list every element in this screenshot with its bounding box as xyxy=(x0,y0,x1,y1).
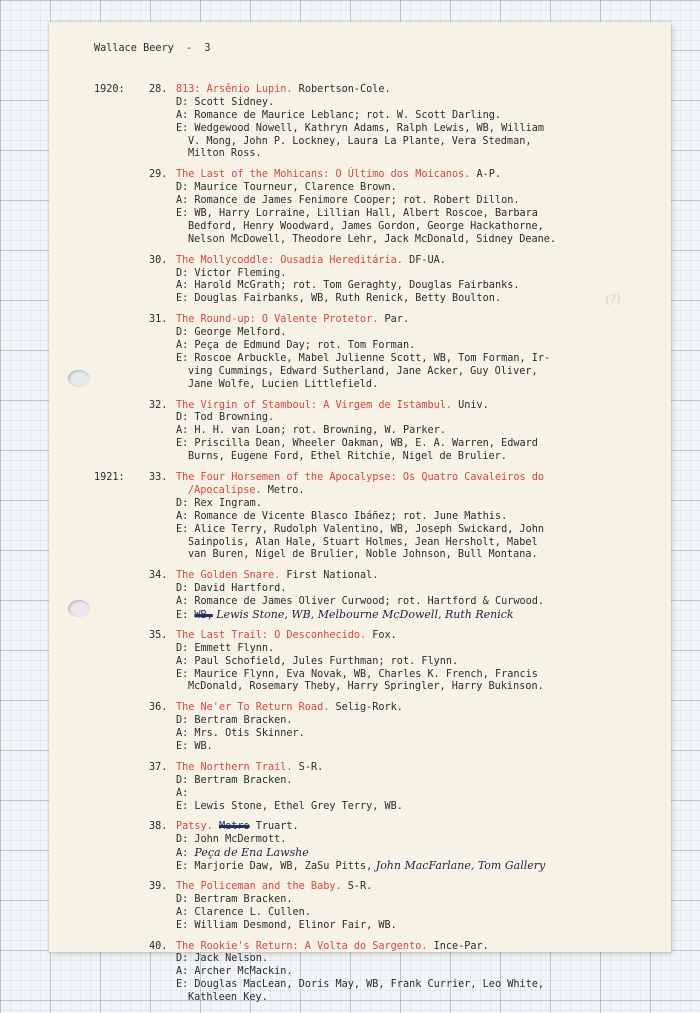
credit-line xyxy=(49,498,671,511)
credit-text: Douglas MacLean, Doris May, WB, Frank Currier, Leo White, xyxy=(194,979,545,991)
credit-line xyxy=(49,715,671,728)
credit-row xyxy=(176,195,519,208)
credit-continuation xyxy=(188,537,538,550)
credit-text: Sainpolis, Alan Hale, Stuart Holmes, Jean Hersholt, Mabel xyxy=(188,536,538,548)
credit-row xyxy=(176,208,538,221)
credit-text: Bedford, Henry Woodward, James Gordon, George Hackathorne, xyxy=(188,220,544,232)
credit-prefix: E: xyxy=(176,293,195,305)
film-entry xyxy=(49,941,671,1005)
credit-continuation xyxy=(188,136,531,149)
studio-label: Selig-Rork. xyxy=(329,702,403,714)
film-entry xyxy=(49,169,671,246)
credit-line xyxy=(49,110,671,123)
credit-row xyxy=(176,847,309,861)
handwritten-note: John MacFarlane, Tom Gallery xyxy=(372,859,546,873)
credit-line xyxy=(49,208,671,221)
credit-text: ving Cummings, Edward Sutherland, Jane Acker, Guy Oliver, xyxy=(188,365,538,377)
credit-line xyxy=(49,327,671,340)
credit-line xyxy=(49,451,671,464)
credit-prefix: A: xyxy=(176,848,195,860)
credit-line xyxy=(49,920,671,933)
credit-text: Douglas Fairbanks, WB, Ruth Renick, Betty Boulton. xyxy=(194,293,502,305)
entry-number: 34. xyxy=(149,570,168,582)
credit-text: Alice Terry, Rudolph Valentino, WB, Joseph Swickard, John xyxy=(194,523,545,535)
credit-line xyxy=(49,148,671,161)
credit-text: Marjorie Daw, WB, ZaSu Pitts, xyxy=(194,861,373,873)
credit-text: Maurice Tourneur, Clarence Brown. xyxy=(194,182,397,194)
entry-heading xyxy=(176,472,544,485)
credit-prefix: E: xyxy=(176,668,195,680)
film-entry xyxy=(49,570,671,622)
credit-line xyxy=(49,741,671,754)
credit-text: Mrs. Otis Skinner. xyxy=(194,728,305,740)
credit-line xyxy=(49,97,671,110)
credit-line xyxy=(49,681,671,694)
credit-line xyxy=(49,834,671,847)
entry-heading xyxy=(176,169,501,182)
credit-prefix: D: xyxy=(176,774,195,786)
credit-text: Paul Schofield, Jules Furthman; rot. Flynn. xyxy=(194,655,459,667)
credit-prefix: D: xyxy=(176,497,195,509)
entry-number: 35. xyxy=(149,629,168,641)
year-label: 1921: xyxy=(94,472,125,484)
credit-row xyxy=(176,110,501,123)
entry-number: 37. xyxy=(149,761,168,773)
credit-row xyxy=(176,524,544,537)
credit-line xyxy=(49,907,671,920)
handwritten-note: Peça de Ena Lawshe xyxy=(194,846,309,860)
credit-line xyxy=(49,234,671,247)
credit-row xyxy=(176,966,293,979)
entry-number: 32. xyxy=(149,399,168,411)
credit-prefix: A: xyxy=(176,787,195,799)
studio-label: Univ. xyxy=(452,399,489,411)
credit-prefix: A: xyxy=(176,728,195,740)
studio-label: First National. xyxy=(280,570,379,582)
studio-label: DF-UA. xyxy=(402,254,446,266)
credit-row xyxy=(176,979,544,992)
credit-line xyxy=(49,123,671,136)
credit-text: William Desmond, Elinor Fair, WB. xyxy=(194,919,397,931)
entry-number: 39. xyxy=(149,880,168,892)
credit-prefix: D: xyxy=(176,834,195,846)
credit-prefix: A: xyxy=(176,906,195,918)
credit-prefix: D: xyxy=(176,327,195,339)
credit-line xyxy=(49,788,671,801)
credit-line xyxy=(49,537,671,550)
credit-row xyxy=(176,268,286,281)
film-entry xyxy=(49,762,671,814)
credit-text: Romance de James Fenimore Cooper; rot. Robert Dillon. xyxy=(194,195,520,207)
credit-row xyxy=(176,583,286,596)
credit-text: Romance de Maurice Leblanc; rot. W. Scott Darling. xyxy=(194,109,502,121)
credit-line xyxy=(49,425,671,438)
credit-line xyxy=(49,412,671,425)
credit-line xyxy=(49,136,671,149)
credit-line xyxy=(49,524,671,537)
film-entry xyxy=(49,255,671,307)
credit-row xyxy=(176,353,550,366)
credit-text: Rex Ingram. xyxy=(194,497,262,509)
credit-prefix: A: xyxy=(176,280,195,292)
faint-margin-mark: (?) xyxy=(603,290,623,308)
struck-text: WB, xyxy=(194,609,213,621)
credit-text: Scott Sidney. xyxy=(194,96,275,108)
credit-prefix: E: xyxy=(176,919,195,931)
entry-heading xyxy=(176,255,446,268)
credit-prefix: D: xyxy=(176,715,195,727)
entry-title-line xyxy=(49,702,671,715)
credit-text: Wedgewood Nowell, Kathryn Adams, Ralph Lewis, WB, William xyxy=(194,122,545,134)
credit-line xyxy=(49,894,671,907)
credit-text: McDonald, Rosemary Theby, Harry Springler, Harry Bukinson. xyxy=(188,681,544,693)
credit-prefix: E: xyxy=(176,740,195,752)
credit-line xyxy=(49,860,671,873)
credit-row xyxy=(176,97,274,110)
film-entry xyxy=(49,702,671,754)
entry-number: 38. xyxy=(149,821,168,833)
credit-row xyxy=(176,123,544,136)
studio-label: Par. xyxy=(378,314,410,326)
credit-line xyxy=(49,728,671,741)
credit-prefix: E: xyxy=(176,861,195,873)
film-title: The Northern Trail. xyxy=(176,761,293,773)
credit-prefix: A: xyxy=(176,596,195,608)
entry-title-line xyxy=(49,881,671,894)
credit-line xyxy=(49,953,671,966)
entry-heading xyxy=(176,84,391,97)
film-title: The Golden Snare. xyxy=(176,570,281,582)
credit-line xyxy=(49,268,671,281)
credit-row xyxy=(176,182,397,195)
credit-prefix: D: xyxy=(176,642,195,654)
credit-text: Archer McMackin. xyxy=(194,966,293,978)
credit-text: Jane Wolfe, Lucien Littlefield. xyxy=(188,378,379,390)
studio-label: Metro. xyxy=(261,484,305,496)
credit-prefix: A: xyxy=(176,109,195,121)
studio-label: A-P. xyxy=(470,169,502,181)
credit-text: H. H. van Loan; rot. Browning, W. Parker. xyxy=(194,425,446,437)
credit-line xyxy=(49,511,671,524)
credit-prefix: D: xyxy=(176,182,195,194)
credit-prefix: E: xyxy=(176,800,195,812)
studio-label: Robertson-Cole. xyxy=(292,84,391,95)
credit-text: Milton Ross. xyxy=(188,148,262,160)
studio-label: Truart. xyxy=(249,821,299,833)
credit-line xyxy=(49,353,671,366)
film-title: The Last Trail: O Desconhecido. xyxy=(176,629,367,641)
entry-number: 28. xyxy=(149,84,168,95)
credit-text: WB. xyxy=(194,740,213,752)
credit-row xyxy=(176,438,538,451)
year-label: 1920: xyxy=(94,84,125,95)
film-entry xyxy=(49,881,671,933)
credit-line xyxy=(49,290,671,308)
entry-heading xyxy=(176,400,489,413)
credit-line xyxy=(49,801,671,814)
credit-continuation xyxy=(188,992,268,1005)
credit-prefix: E: xyxy=(176,438,195,450)
film-entry xyxy=(49,314,671,391)
entry-title-line xyxy=(49,821,671,834)
credit-continuation xyxy=(188,366,538,379)
credit-row xyxy=(176,609,514,623)
credit-continuation xyxy=(188,681,544,694)
credit-row xyxy=(176,498,262,511)
credit-text: Maurice Flynn, Eva Novak, WB, Charles K. French, Francis xyxy=(194,668,538,680)
credit-prefix: E: xyxy=(176,208,195,220)
credit-line xyxy=(49,366,671,379)
credit-prefix: D: xyxy=(176,267,195,279)
credit-row xyxy=(176,741,213,754)
film-title: The Mollycoddle: Ousadia Hereditária. xyxy=(176,254,403,266)
film-title: The Virgin of Stamboul: A Virgem de Istambul. xyxy=(176,399,453,411)
studio-label: Ince-Par. xyxy=(427,940,489,952)
entry-title-line xyxy=(49,84,671,97)
film-title: The Policeman and the Baby. xyxy=(176,880,342,892)
film-title: The Ne'er To Return Road. xyxy=(176,702,330,714)
entry-title-line xyxy=(49,630,671,643)
credit-text: Priscilla Dean, Wheeler Oakman, WB, E. A. Warren, Edward xyxy=(194,438,538,450)
film-entry xyxy=(49,84,671,161)
credit-text: Romance de James Oliver Curwood; rot. Hartford & Curwood. xyxy=(194,596,545,608)
credit-row xyxy=(176,860,545,874)
credit-prefix: A: xyxy=(176,340,195,352)
film-title: The Round-up: O Valente Protetor. xyxy=(176,314,379,326)
entry-heading xyxy=(176,881,372,894)
film-title: Patsy. xyxy=(176,821,213,833)
credit-row xyxy=(176,293,501,306)
credit-line xyxy=(49,992,671,1005)
credit-continuation xyxy=(188,485,305,498)
credit-text: Roscoe Arbuckle, Mabel Julienne Scott, WB, Tom Forman, Ir- xyxy=(194,352,551,364)
credit-continuation xyxy=(188,221,544,234)
credit-line xyxy=(49,195,671,208)
credit-prefix: A: xyxy=(176,425,195,437)
credit-line xyxy=(49,656,671,669)
credit-row xyxy=(176,920,397,933)
credit-text: Bertram Bracken. xyxy=(194,774,293,786)
entry-title-line xyxy=(49,169,671,182)
entry-number: 33. xyxy=(149,472,168,484)
entry-title-line xyxy=(49,570,671,583)
credit-prefix: A: xyxy=(176,195,195,207)
credit-line xyxy=(49,379,671,392)
credit-prefix: E: xyxy=(176,523,195,535)
credit-prefix: D: xyxy=(176,412,195,424)
entry-heading xyxy=(176,702,403,715)
credit-line xyxy=(49,221,671,234)
credit-row xyxy=(176,327,286,340)
credit-prefix: A: xyxy=(176,510,195,522)
credit-row xyxy=(176,907,311,920)
credit-text: George Melford. xyxy=(194,327,287,339)
credit-text: Peça de Edmund Day; rot. Tom Forman. xyxy=(194,340,416,352)
entry-title-line xyxy=(49,941,671,954)
handwritten-note: Lewis Stone, WB, Melbourne McDowell, Ruth Renick xyxy=(212,607,514,621)
document-page xyxy=(49,22,671,1004)
credit-row xyxy=(176,801,403,814)
credit-continuation xyxy=(188,549,538,562)
film-title: 813: Arsênio Lupin. xyxy=(176,84,293,95)
film-title: The Rookie's Return: A Volta do Sargento. xyxy=(176,940,428,952)
credit-prefix: D: xyxy=(176,953,195,965)
credit-row xyxy=(176,728,305,741)
credit-row xyxy=(176,788,194,801)
credit-row xyxy=(176,715,293,728)
entry-title-line xyxy=(49,255,671,268)
credit-continuation xyxy=(188,148,262,161)
credit-row xyxy=(176,953,268,966)
entry-title-line xyxy=(49,314,671,327)
credit-text: WB, Harry Lorraine, Lillian Hall, Albert Roscoe, Barbara xyxy=(194,208,538,220)
film-entry xyxy=(49,400,671,464)
credit-text: Harold McGrath; rot. Tom Geraghty, Douglas Fairbanks. xyxy=(194,280,520,292)
credit-line xyxy=(49,979,671,992)
entry-number: 36. xyxy=(149,702,168,714)
credit-line xyxy=(49,643,671,656)
credit-line xyxy=(49,549,671,562)
credit-text: Burns, Eugene Ford, Ethel Ritchie, Nigel de Brulier. xyxy=(188,451,507,463)
credit-text: John McDermott. xyxy=(194,834,287,846)
credit-line xyxy=(49,966,671,979)
entry-heading xyxy=(176,821,299,834)
credit-line xyxy=(49,340,671,353)
credit-continuation xyxy=(188,451,507,464)
credit-row xyxy=(176,340,415,353)
film-title: The Four Horsemen of the Apocalypse: Os Quatro Cavaleiros do xyxy=(176,472,545,484)
credit-prefix: A: xyxy=(176,966,195,978)
film-title: The Last of the Mohicans: O Último dos Moicanos. xyxy=(176,169,471,181)
credit-line xyxy=(49,280,671,293)
page-header: Wallace Beery - 3 xyxy=(94,43,211,54)
credit-prefix: D: xyxy=(176,583,195,595)
credit-row xyxy=(176,511,507,524)
film-entry xyxy=(49,630,671,694)
studio-label: S-R. xyxy=(292,761,324,773)
credit-text: Tod Browning. xyxy=(194,412,275,424)
credit-line xyxy=(49,847,671,860)
credit-text: Jack Nelson. xyxy=(194,953,269,965)
credit-text: Clarence L. Cullen. xyxy=(194,906,311,918)
credit-row xyxy=(176,412,274,425)
credit-text: Nelson McDowell, Theodore Lehr, Jack McDonald, Sidney Deane. xyxy=(188,233,557,245)
credit-prefix: E: xyxy=(176,609,195,621)
film-title: /Apocalipse. xyxy=(188,484,262,496)
credit-line xyxy=(49,775,671,788)
credit-prefix: D: xyxy=(176,96,195,108)
credit-text: Bertram Bracken. xyxy=(194,893,293,905)
entry-heading xyxy=(176,630,397,643)
credit-line xyxy=(49,485,671,498)
entry-number: 31. xyxy=(149,314,168,326)
studio-label: Fox. xyxy=(366,629,397,641)
struck-text: Metro xyxy=(218,821,250,833)
credit-text: Victor Fleming. xyxy=(194,267,287,279)
film-entry xyxy=(49,472,671,562)
credit-text: David Hartford. xyxy=(194,583,287,595)
credit-row xyxy=(176,425,446,438)
credit-text: Emmett Flynn. xyxy=(194,642,275,654)
credit-row xyxy=(176,894,293,907)
entry-heading xyxy=(176,941,489,954)
credit-line xyxy=(49,438,671,451)
credit-prefix: E: xyxy=(176,122,195,134)
film-entry xyxy=(49,821,671,873)
credit-text: Romance de Vicente Blasco Ibáñez; rot. June Mathis. xyxy=(194,510,508,522)
entry-title-line xyxy=(49,472,671,485)
filmography-list xyxy=(49,84,671,1013)
credit-prefix: E: xyxy=(176,979,195,991)
credit-text: Bertram Bracken. xyxy=(194,715,293,727)
credit-text: Lewis Stone, Ethel Grey Terry, WB. xyxy=(194,800,403,812)
credit-line xyxy=(49,669,671,682)
credit-line xyxy=(49,609,671,622)
entry-title-line xyxy=(49,400,671,413)
studio-label: S-R. xyxy=(341,880,373,892)
credit-row xyxy=(176,643,274,656)
entry-number: 40. xyxy=(149,940,168,952)
entry-number: 30. xyxy=(149,254,168,266)
entry-heading xyxy=(176,570,378,583)
entry-heading xyxy=(176,762,323,775)
credit-text: Kathleen Key. xyxy=(188,992,268,1004)
credit-text: V. Mong, John P. Lockney, Laura La Plante, Vera Stedman, xyxy=(188,135,532,147)
entry-number: 29. xyxy=(149,169,168,181)
credit-row xyxy=(176,669,538,682)
credit-row xyxy=(176,656,458,669)
credit-row xyxy=(176,775,293,788)
credit-continuation xyxy=(188,234,556,247)
credit-text: van Buren, Nigel de Brulier, Noble Johnson, Bull Montana. xyxy=(188,549,538,561)
credit-line xyxy=(49,182,671,195)
credit-prefix: E: xyxy=(176,352,195,364)
credit-prefix: A: xyxy=(176,655,195,667)
credit-prefix: D: xyxy=(176,893,195,905)
credit-row xyxy=(176,280,519,293)
entry-heading xyxy=(176,314,409,327)
credit-continuation xyxy=(188,379,378,392)
credit-line xyxy=(49,583,671,596)
entry-title-line xyxy=(49,762,671,775)
